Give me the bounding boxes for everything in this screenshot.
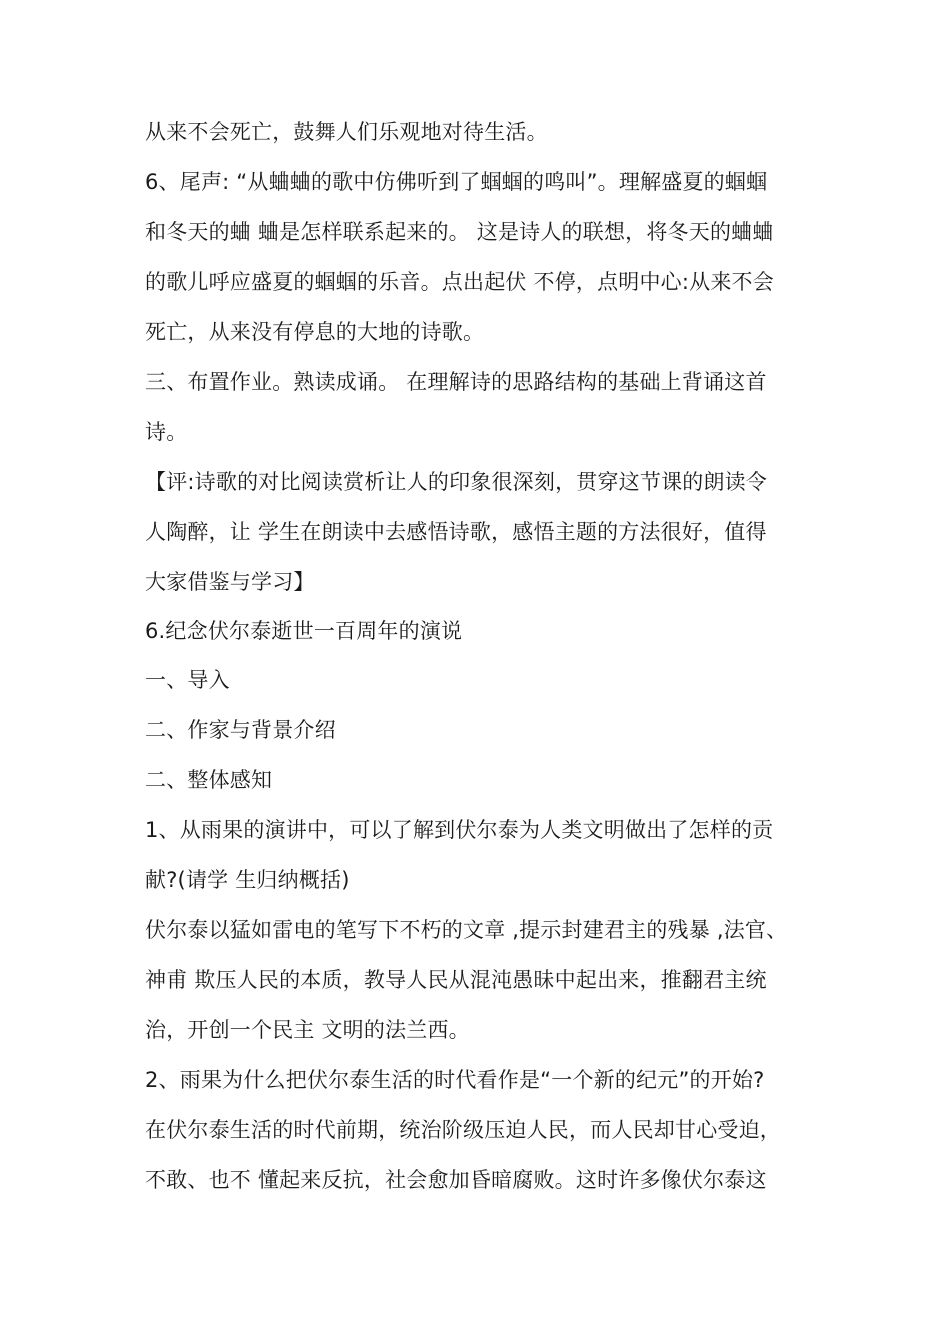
text-line: 【评:诗歌的对比阅读赏析让人的印象很深刻，贯穿这节课的朗读令 bbox=[145, 470, 768, 494]
text-line: 6、尾声: “从蛐蛐的歌中仿佛听到了蝈蝈的鸣叫”。理解盛夏的蝈蝈 bbox=[145, 170, 768, 194]
text-line: 死亡，从来没有停息的大地的诗歌。 bbox=[145, 320, 485, 344]
section-title: 6.纪念伏尔泰逝世一百周年的演说 bbox=[145, 619, 463, 643]
text-line: 二、整体感知 bbox=[145, 768, 273, 792]
text-line: 诗。 bbox=[145, 420, 188, 444]
text-line: 从来不会死亡，鼓舞人们乐观地对待生活。 bbox=[145, 120, 548, 144]
text-line: 三、布置作业。熟读成诵。 在理解诗的思路结构的基础上背诵这首 bbox=[145, 370, 767, 394]
text-line: 人陶醉，让 学生在朗读中去感悟诗歌，感悟主题的方法很好，值得 bbox=[145, 520, 767, 544]
text-line: 在伏尔泰生活的时代前期，统治阶级压迫人民，而人民却甘心受迫， bbox=[145, 1118, 781, 1142]
text-line: 一、导入 bbox=[145, 668, 230, 692]
text-line: 二、作家与背景介绍 bbox=[145, 718, 336, 742]
text-line: 献?(请学 生归纳概括) bbox=[145, 868, 350, 892]
text-line: 伏尔泰以猛如雷电的笔写下不朽的文章 ,提示封建君主的残暴 ,法官、 bbox=[145, 918, 788, 942]
text-line: 和冬天的蛐 蛐是怎样联系起来的。 这是诗人的联想，将冬天的蛐蛐 bbox=[145, 220, 774, 244]
text-line: 治，开创一个民主 文明的法兰西。 bbox=[145, 1018, 470, 1042]
text-line: 不敢、也不 懂起来反抗，社会愈加昏暗腐败。这时许多像伏尔泰这 bbox=[145, 1168, 767, 1192]
text-line: 大家借鉴与学习】 bbox=[145, 570, 315, 594]
text-line: 的歌儿呼应盛夏的蝈蝈的乐音。点出起伏 不停，点明中心:从来不会 bbox=[145, 270, 774, 294]
text-line: 2、雨果为什么把伏尔泰生活的时代看作是“一个新的纪元”的开始? bbox=[145, 1068, 765, 1092]
text-line: 神甫 欺压人民的本质，教导人民从混沌愚昧中起出来，推翻君主统 bbox=[145, 968, 767, 992]
text-line: 1、从雨果的演讲中，可以了解到伏尔泰为人类文明做出了怎样的贡 bbox=[145, 818, 774, 842]
